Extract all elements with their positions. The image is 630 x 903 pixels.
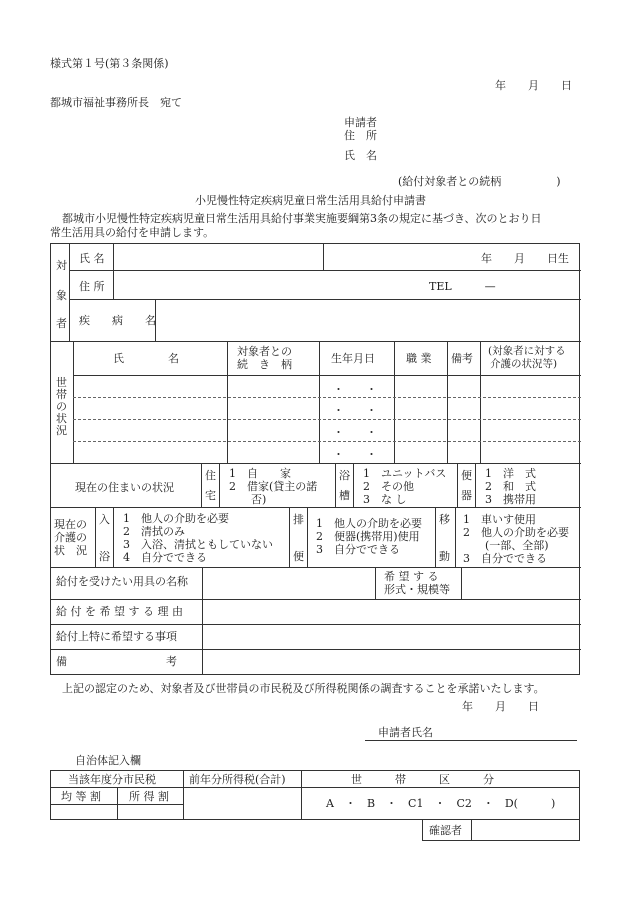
toilet-side-1: 便 [461, 469, 472, 482]
office-table [50, 770, 580, 820]
house-side-2: 宅 [205, 489, 216, 502]
disease-label: 疾 病 名 [79, 314, 156, 327]
household-side-4: 状 [56, 412, 67, 425]
office-sub-1: 均 等 割 [61, 790, 101, 803]
hh-col-job: 職 業 [406, 352, 432, 365]
office-col-3: 世 帯 区 分 [351, 773, 494, 786]
care-label-1: 現在の [54, 518, 87, 531]
subject-side-1: 対 [56, 259, 67, 272]
care-bath-side-2: 浴 [99, 550, 110, 563]
residence-label: 現在の住まいの状況 [75, 481, 174, 494]
subject-name-label: 氏 名 [79, 252, 105, 265]
care-move-opt-4: 3 自分でできる [463, 552, 547, 565]
reason-label: 給 付 を 希 望 す る 理 由 [56, 605, 183, 618]
care-excr-opt-2: 2 便器(携帯用)使用 [316, 530, 420, 543]
care-excr-opt-3: 3 自分でできる [316, 543, 400, 556]
office-title: 自治体記入欄 [75, 754, 141, 767]
intro-text-1: 都城市小児慢性特定疾病児童日常生活用具給付事業実施要綱第3条の規定に基づき、次のとおり日 [62, 212, 542, 225]
toilet-opt-1: 1 洋 式 [485, 467, 536, 480]
care-bath-side-1: 入 [99, 513, 110, 526]
care-bath-opt-4: 4 自分でできる [123, 551, 207, 564]
confirmer-box [422, 819, 580, 841]
hh-col-relation-1: 対象者との [237, 345, 292, 358]
applicant-name-label: 氏 名 [344, 149, 377, 162]
care-move-side-1: 移 [439, 513, 450, 526]
applicant-sign-line [365, 740, 577, 741]
equipment-label: 給付を受けたい用具の名称 [56, 575, 188, 588]
subject-address-label: 住 所 [79, 280, 105, 293]
desired-label-1: 希 望 す る [384, 570, 439, 583]
consent-date: 年 月 日 [462, 700, 539, 713]
bath-opt-3: 3 な し [363, 493, 407, 506]
hh-col-name: 氏 名 [113, 352, 179, 365]
household-side-5: 況 [56, 424, 67, 437]
hh-col-relation-2: 続 き 柄 [237, 358, 292, 371]
hh-row1-dots: ・ ・ [333, 383, 377, 396]
remarks-label: 備 考 [56, 655, 177, 668]
care-excr-side-1: 排 [293, 513, 304, 526]
form-title: 小児慢性特定疾病児童日常生活用具給付申請書 [195, 194, 426, 207]
bath-side-1: 浴 [339, 469, 350, 482]
toilet-opt-2: 2 和 式 [485, 480, 536, 493]
care-bath-opt-2: 2 清拭のみ [123, 525, 185, 538]
hh-col-care-2: 介護の状況等) [490, 358, 558, 370]
applicant-address-label: 住 所 [344, 129, 377, 142]
care-move-opt-2: 2 他人の介助を必要 [463, 526, 569, 539]
subject-birth: 年 月 日生 [481, 252, 569, 265]
hh-col-care-1: (対象者に対する [488, 345, 566, 357]
care-move-opt-3: (一部、全部) [463, 539, 549, 552]
household-side-1: 世 [56, 376, 67, 389]
subject-side-3: 者 [56, 317, 67, 330]
household-classes: A ・ B ・ C1 ・ C2 ・ D( ) [326, 797, 556, 810]
hh-row4-dots: ・ ・ [333, 448, 377, 461]
house-side-1: 住 [205, 469, 216, 482]
office-col-1: 当該年度分市民税 [68, 773, 156, 786]
bath-opt-2: 2 その他 [363, 480, 414, 493]
care-bath-opt-3: 3 入浴、清拭ともしていない [123, 538, 273, 551]
household-side-3: の [56, 400, 67, 413]
household-side-2: 帯 [56, 388, 67, 401]
form-number: 様式第１号(第３条関係) [50, 57, 169, 70]
house-opt-2: 2 借家(貸主の諾 [229, 480, 318, 493]
care-move-opt-1: 1 車いす使用 [463, 513, 536, 526]
care-label-3: 状 況 [54, 544, 87, 557]
applicant-label: 申請者 [344, 116, 377, 129]
subject-tel: TEL — [429, 280, 496, 293]
toilet-opt-3: 3 携帯用 [485, 493, 536, 506]
hh-col-note: 備考 [451, 352, 473, 365]
hh-col-birth: 生年月日 [331, 352, 375, 365]
care-excr-opt-1: 1 他人の介助を必要 [316, 517, 422, 530]
confirmer-label: 確認者 [429, 824, 462, 837]
special-label: 給付上特に希望する事項 [56, 630, 177, 643]
office-col-2: 前年分所得税(合計) [189, 773, 286, 786]
hh-row3-dots: ・ ・ [333, 426, 377, 439]
main-table [50, 243, 580, 675]
relation-note: (給付対象者との続柄 ) [398, 175, 561, 188]
intro-text-2: 常生活用具の給付を申請します。 [50, 226, 215, 239]
care-excr-side-2: 便 [293, 550, 304, 563]
application-date: 年 月 日 [495, 79, 572, 92]
subject-side-2: 象 [56, 289, 67, 302]
care-label-2: 介護の [54, 531, 87, 544]
house-opt-3: 否) [229, 493, 267, 506]
applicant-sign-label: 申請者氏名 [378, 726, 433, 739]
addressee: 都城市福祉事務所長 宛て [50, 96, 182, 109]
toilet-side-2: 器 [461, 489, 472, 502]
hh-row2-dots: ・ ・ [333, 404, 377, 417]
house-opt-1: 1 自 家 [229, 467, 291, 480]
bath-side-2: 槽 [339, 489, 350, 502]
office-sub-2: 所 得 割 [129, 790, 169, 803]
desired-label-2: 形式・規模等 [384, 583, 450, 596]
bath-opt-1: 1 ユニットバス [363, 467, 447, 480]
consent-text: 上記の認定のため、対象者及び世帯員の市民税及び所得税関係の調査することを承諾いたします。 [62, 682, 545, 695]
care-move-side-2: 動 [439, 550, 450, 563]
care-bath-opt-1: 1 他人の介助を必要 [123, 512, 229, 525]
